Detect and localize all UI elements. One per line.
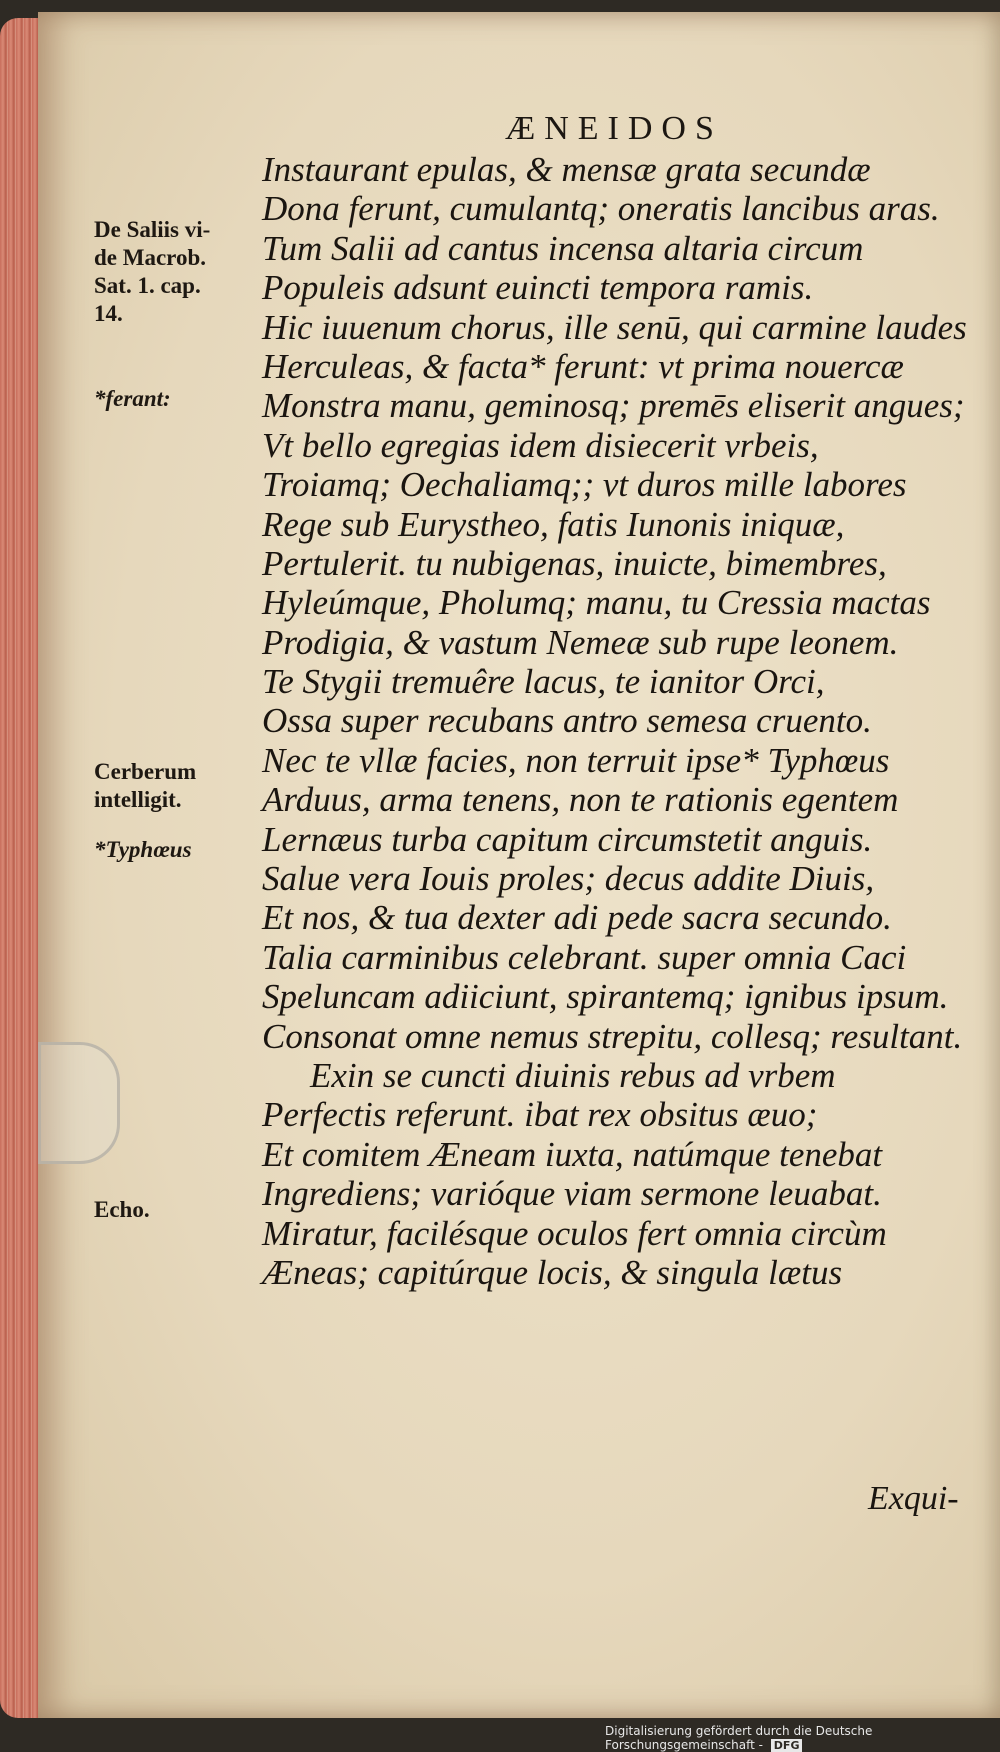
verse-line: Tum Salii ad cantus incensa altaria circum xyxy=(262,228,864,268)
marginal-line: 14. xyxy=(94,301,123,326)
verse-line: Dona ferunt, cumulantq; oneratis lancibus aras. xyxy=(262,189,940,229)
verse-line: Pertulerit. tu nubigenas, inuicte, bimembres, xyxy=(262,543,887,583)
verse-line: Vt bello egregias idem disiecerit vrbeis, xyxy=(262,425,819,465)
verse-line: Miratur, facilésque oculos fert omnia circùm xyxy=(262,1213,887,1253)
marginal-line: intelligit. xyxy=(94,787,182,812)
verse-line: Arduus, arma tenens, non te rationis egentem xyxy=(262,780,899,820)
verse-line: Troiamq; Oechaliamq;; vt duros mille labores xyxy=(262,465,907,505)
verse-line: Lernæus turba capitum circumstetit anguis. xyxy=(262,819,873,859)
verse-block xyxy=(262,150,967,1292)
page-clip xyxy=(38,1042,120,1164)
dfg-logo-icon: DFG xyxy=(771,1739,803,1752)
verse-line: Populeis adsunt euincti tempora ramis. xyxy=(262,268,814,308)
marginal-line: Cerberum xyxy=(94,759,197,784)
verse-line: Hic iuuenum chorus, ille senū, qui carmine laudes xyxy=(262,307,967,347)
verse-line: Et comitem Æneam iuxta, natúmque tenebat xyxy=(262,1134,883,1174)
catchword: Exqui- xyxy=(868,1480,959,1517)
verse-line: Ingrediens; varióque viam sermone leuabat. xyxy=(262,1174,882,1214)
credit-text: Digitalisierung gefördert durch die Deutsche Forschungsgemeinschaft - xyxy=(605,1724,873,1752)
verse-line: Exin se cuncti diuinis rebus ad vrbem xyxy=(310,1055,836,1095)
verse-line: Nec te vllæ facies, non terruit ipse* Typhœus xyxy=(262,740,890,780)
verse-line: Et nos, & tua dexter adi pede sacra secundo. xyxy=(262,898,892,938)
verse-line: Æneas; capitúrque locis, & singula lætus xyxy=(262,1252,843,1292)
marginal-note-salii xyxy=(94,216,254,328)
marginal-note-typhoeus: *Typhœus xyxy=(94,837,192,862)
verse-line: Te Stygii tremuêre lacus, te ianitor Orci, xyxy=(262,662,825,702)
verse-line: Monstra manu, geminosq; premēs eliserit angues; xyxy=(262,386,965,426)
verse-line: Prodigia, & vastum Nemeæ sub rupe leonem. xyxy=(262,622,899,662)
marginal-note-cerberum xyxy=(94,758,254,814)
verse-line: Instaurant epulas, & mensæ grata secundæ xyxy=(262,150,871,189)
marginal-line: Sat. 1. cap. xyxy=(94,273,201,298)
marginal-line: De Saliis vi- xyxy=(94,217,211,242)
marginal-note-ferant: *ferant: xyxy=(94,386,171,411)
verse-line: Consonat omne nemus strepitu, collesq; resultant. xyxy=(262,1016,963,1056)
verse-line: Talia carminibus celebrant. super omnia Caci xyxy=(262,937,907,977)
marginal-note-echo: Echo. xyxy=(94,1197,150,1222)
verse-line: Perfectis referunt. ibat rex obsitus æuo; xyxy=(262,1095,818,1135)
verse-line: Salue vera Iouis proles; decus addite Diuis, xyxy=(262,859,875,899)
verse-line: Ossa super recubans antro semesa cruento. xyxy=(262,701,872,741)
verse-line: Hyleúmque, Pholumq; manu, tu Cressia mactas xyxy=(262,583,931,623)
marginal-line: de Macrob. xyxy=(94,245,207,270)
verse-line: Rege sub Eurystheo, fatis Iunonis iniquæ, xyxy=(262,504,845,544)
verse-line: Herculeas, & facta* ferunt: vt prima nouercæ xyxy=(262,346,904,386)
running-title: ÆNEIDOS xyxy=(505,110,723,147)
verse-line: Speluncam adiiciunt, spirantemq; ignibus ipsum. xyxy=(262,977,949,1017)
digitization-credit xyxy=(605,1724,1000,1752)
